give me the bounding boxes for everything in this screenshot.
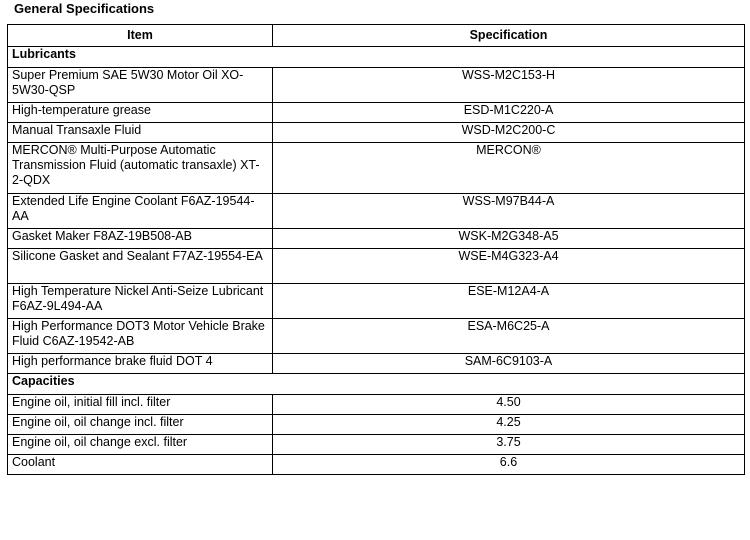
specification-column-header: Specification [273,25,745,47]
spec-cell: WSE-M4G323-A4 [273,249,745,284]
page-title: General Specifications [14,1,155,16]
spec-cell: MERCON® [273,143,745,194]
spec-cell: ESE-M12A4-A [273,284,745,319]
table-row [8,415,745,435]
table-row [8,455,745,475]
item-cell: Gasket Maker F8AZ-19B508-AB [8,229,273,249]
item-cell: Silicone Gasket and Sealant F7AZ-19554-EA [8,249,273,284]
section-row-capacities [8,374,745,395]
specifications-table [7,24,745,475]
table-row [8,68,745,103]
table-row [8,229,745,249]
spec-cell: 4.50 [273,395,745,415]
spec-cell: WSK-M2G348-A5 [273,229,745,249]
item-cell: High Temperature Nickel Anti-Seize Lubricant F6AZ-9L494-AA [8,284,273,319]
spec-cell: SAM-6C9103-A [273,354,745,374]
spec-cell: 3.75 [273,435,745,455]
table-row [8,123,745,143]
spec-cell: 4.25 [273,415,745,435]
spec-cell: WSS-M97B44-A [273,194,745,229]
table-row [8,435,745,455]
item-cell: Engine oil, oil change excl. filter [8,435,273,455]
item-column-header: Item [8,25,273,47]
item-cell: High-temperature grease [8,103,273,123]
item-cell: High performance brake fluid DOT 4 [8,354,273,374]
table-row [8,395,745,415]
spec-cell: ESD-M1C220-A [273,103,745,123]
section-heading-lubricants: Lubricants [8,47,745,68]
item-cell: Engine oil, oil change incl. filter [8,415,273,435]
table-row [8,284,745,319]
table-row [8,194,745,229]
spec-cell: ESA-M6C25-A [273,319,745,354]
table-row [8,319,745,354]
item-cell: High Performance DOT3 Motor Vehicle Brake Fluid C6AZ-19542-AB [8,319,273,354]
spec-cell: WSD-M2C200-C [273,123,745,143]
table-row [8,249,745,284]
table-row [8,143,745,194]
section-row-lubricants [8,47,745,68]
spec-cell: 6.6 [273,455,745,475]
item-cell: Super Premium SAE 5W30 Motor Oil XO-5W30-QSP [8,68,273,103]
table-row [8,103,745,123]
item-cell: Manual Transaxle Fluid [8,123,273,143]
table-header-row [8,25,745,47]
item-cell: Extended Life Engine Coolant F6AZ-19544-AA [8,194,273,229]
item-cell: MERCON® Multi-Purpose Automatic Transmission Fluid (automatic transaxle) XT-2-QDX [8,143,273,194]
table-row [8,354,745,374]
item-cell: Engine oil, initial fill incl. filter [8,395,273,415]
section-heading-capacities: Capacities [8,374,745,395]
spec-cell: WSS-M2C153-H [273,68,745,103]
item-cell: Coolant [8,455,273,475]
